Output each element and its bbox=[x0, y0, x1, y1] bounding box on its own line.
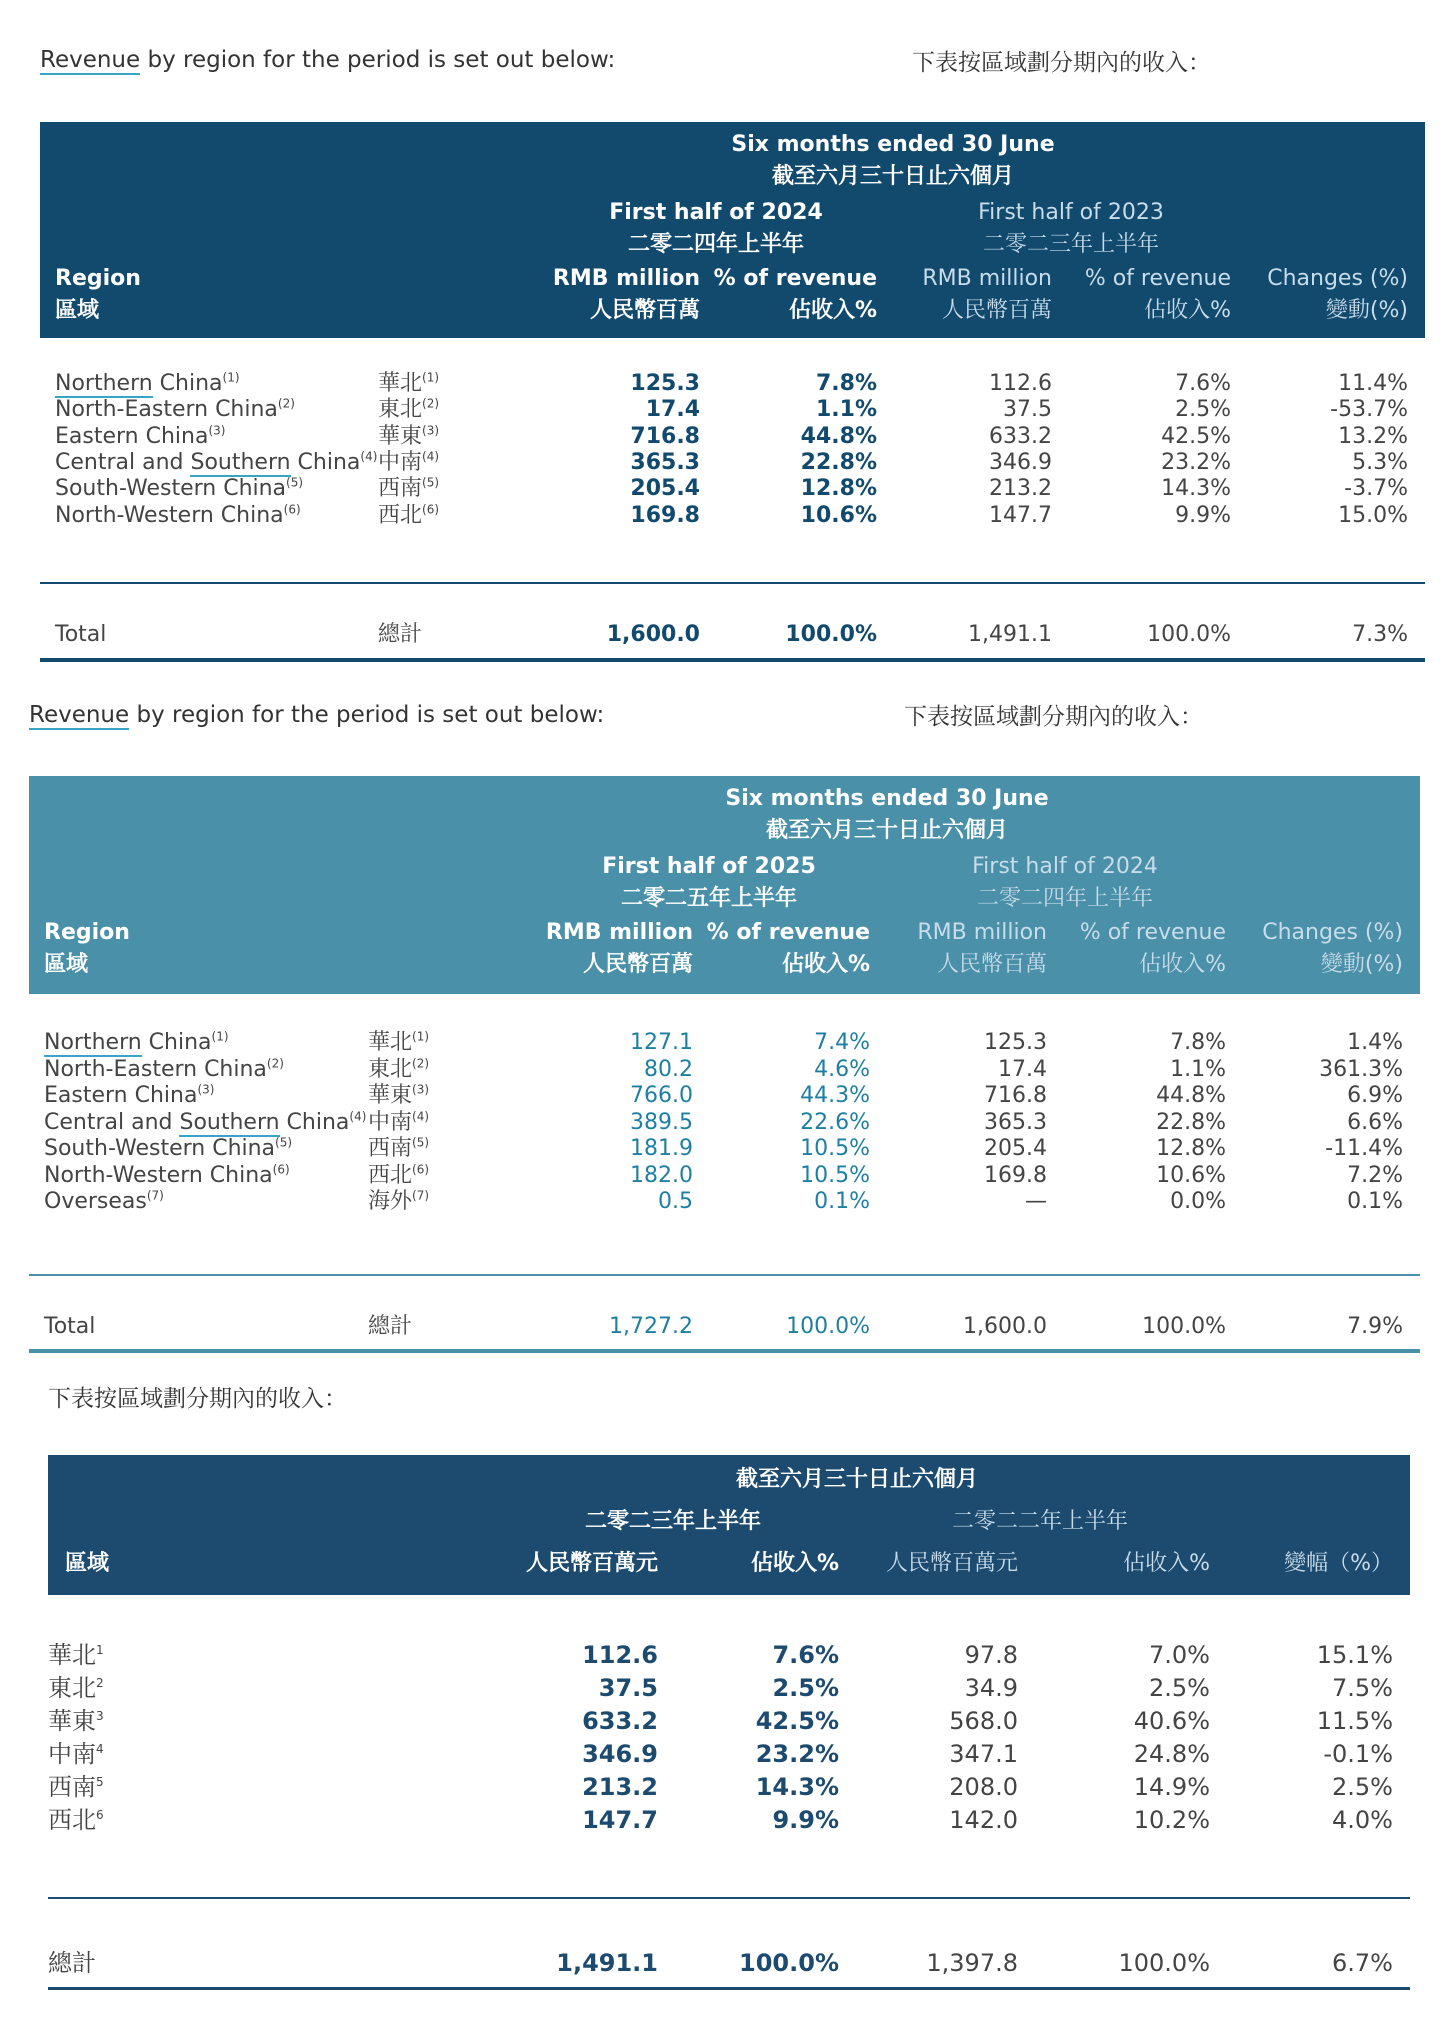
section3-intro-zh: 下表按區域劃分期內的收入： bbox=[48, 1386, 347, 1412]
total-label-en: Total bbox=[44, 1314, 96, 1339]
current-pct: 1.1% bbox=[815, 397, 877, 423]
region-name-text: China bbox=[290, 449, 361, 475]
region-name-text: Overseas bbox=[44, 1189, 147, 1214]
footnote-mark: (2) bbox=[277, 396, 295, 411]
footnote-mark: (7) bbox=[146, 1188, 164, 1203]
previous-rmb: 205.4 bbox=[984, 1136, 1047, 1161]
current-rmb: 182.0 bbox=[630, 1162, 693, 1188]
current-pct: 2.5% bbox=[772, 1674, 839, 1702]
table-row bbox=[29, 1185, 1420, 1219]
current-pct: 22.8% bbox=[800, 449, 877, 475]
footnote-mark: (3) bbox=[197, 1082, 215, 1097]
intro-underlined-word: Revenue bbox=[40, 47, 141, 73]
pct-header-zh: 佔收入% bbox=[750, 1551, 839, 1576]
current-pct: 12.8% bbox=[800, 476, 877, 502]
rmb-header-en: RMB million bbox=[545, 920, 693, 945]
section1-bottom-rule bbox=[40, 658, 1425, 662]
region-name-underlined: Southern bbox=[190, 449, 291, 475]
region-name-prefix: Central and bbox=[44, 1109, 180, 1135]
prev-pct-header-en: % of revenue bbox=[1084, 266, 1231, 291]
current-rmb: 127.1 bbox=[630, 1030, 693, 1055]
section2-table-header bbox=[29, 776, 1420, 994]
previous-pct: 0.0% bbox=[1170, 1189, 1226, 1214]
current-rmb: 633.2 bbox=[582, 1707, 658, 1735]
current-rmb: 716.8 bbox=[630, 423, 700, 449]
total-label-zh: 總計 bbox=[48, 1949, 96, 1977]
current-pct: 10.5% bbox=[800, 1136, 870, 1161]
changes-value: 7.5% bbox=[1332, 1674, 1393, 1702]
previous-rmb: 112.6 bbox=[989, 371, 1052, 396]
current-pct: 42.5% bbox=[755, 1707, 839, 1735]
table-row bbox=[40, 499, 1425, 533]
region-name-zh-text: 華東 bbox=[368, 1083, 413, 1108]
previous-rmb: — bbox=[1025, 1189, 1047, 1214]
footnote-mark: (1) bbox=[222, 370, 240, 385]
current-rmb: 346.9 bbox=[582, 1740, 658, 1768]
prev-rmb-header-en: RMB million bbox=[922, 266, 1052, 291]
previous-pct: 9.9% bbox=[1175, 502, 1231, 528]
region-name-zh-text: 西南 bbox=[368, 1136, 413, 1161]
region-name-zh-text: 華東 bbox=[378, 423, 423, 449]
changes-header-zh: 變幅（%） bbox=[1284, 1551, 1393, 1576]
changes-header-en: Changes (%) bbox=[1267, 266, 1408, 291]
period-zh: 截至六月三十日止六個月 bbox=[771, 164, 1015, 189]
current-rmb: 80.2 bbox=[644, 1056, 693, 1082]
pct-header-en: % of revenue bbox=[713, 266, 877, 291]
rmb-header-zh: 人民幣百萬 bbox=[582, 952, 693, 977]
current-period-zh: 二零二三年上半年 bbox=[584, 1509, 762, 1534]
total-prev: 1,600.0 bbox=[963, 1314, 1047, 1339]
footnote-mark: (3) bbox=[412, 1082, 430, 1097]
total-prev-pct: 100.0% bbox=[1118, 1949, 1210, 1977]
total-cur-pct: 100.0% bbox=[786, 1314, 870, 1339]
prev-rmb-header-zh: 人民幣百萬 bbox=[941, 298, 1052, 323]
previous-rmb: 365.3 bbox=[984, 1109, 1047, 1135]
total-label-zh: 總計 bbox=[368, 1314, 413, 1339]
current-pct: 44.3% bbox=[800, 1083, 870, 1108]
changes-value: -11.4% bbox=[1325, 1136, 1403, 1161]
region-name-text: South-Western China bbox=[44, 1136, 276, 1161]
changes-value: 11.4% bbox=[1338, 371, 1408, 396]
current-period-zh: 二零二四年上半年 bbox=[627, 232, 805, 257]
current-rmb: 205.4 bbox=[630, 476, 700, 502]
changes-value: 6.9% bbox=[1347, 1083, 1403, 1108]
changes-value: 4.0% bbox=[1332, 1806, 1393, 1834]
current-pct: 10.6% bbox=[800, 502, 877, 528]
rmb-header-zh: 人民幣百萬 bbox=[589, 298, 700, 323]
changes-value: 1.4% bbox=[1347, 1030, 1403, 1055]
section3-bottom-rule bbox=[48, 1987, 1410, 1990]
previous-pct: 22.8% bbox=[1156, 1109, 1226, 1135]
section3-total-row bbox=[48, 1943, 1410, 1983]
region-name-zh-text: 中南 bbox=[378, 449, 423, 475]
total-changes: 6.7% bbox=[1332, 1949, 1393, 1977]
current-rmb: 112.6 bbox=[582, 1641, 658, 1669]
region-header-zh: 區域 bbox=[55, 298, 100, 323]
previous-rmb: 17.4 bbox=[998, 1056, 1047, 1082]
current-rmb: 365.3 bbox=[630, 449, 700, 475]
current-pct: 7.4% bbox=[814, 1030, 870, 1055]
current-rmb: 766.0 bbox=[630, 1083, 693, 1108]
section1-table-header bbox=[40, 122, 1425, 338]
current-period-en: First half of 2024 bbox=[609, 200, 823, 225]
total-prev-pct: 100.0% bbox=[1142, 1314, 1226, 1339]
footnote-mark: (4) bbox=[422, 449, 440, 464]
previous-rmb: 34.9 bbox=[964, 1674, 1018, 1702]
region-header-en: Region bbox=[44, 920, 130, 945]
period-en: Six months ended 30 June bbox=[731, 132, 1055, 157]
prev-pct-header-en: % of revenue bbox=[1079, 920, 1226, 945]
previous-rmb: 37.5 bbox=[1003, 397, 1052, 423]
region-name-zh-text: 華東 bbox=[48, 1707, 96, 1735]
previous-rmb: 208.0 bbox=[949, 1773, 1018, 1801]
total-cur-pct: 100.0% bbox=[785, 622, 877, 647]
total-changes: 7.3% bbox=[1352, 622, 1408, 647]
previous-pct: 24.8% bbox=[1133, 1740, 1210, 1768]
current-pct: 9.9% bbox=[772, 1806, 839, 1834]
region-name-text: China bbox=[279, 1109, 350, 1135]
footnote-mark: (4) bbox=[412, 1109, 430, 1124]
region-name-text: North-Western China bbox=[44, 1162, 273, 1188]
footnote-mark: (6) bbox=[283, 502, 301, 517]
section2-total-row bbox=[29, 1310, 1420, 1344]
region-name-text: North-Eastern China bbox=[44, 1056, 267, 1082]
region-name-underlined: Northern bbox=[55, 371, 153, 396]
region-name-zh bbox=[378, 499, 439, 533]
changes-value: 0.1% bbox=[1347, 1189, 1403, 1214]
previous-pct: 40.6% bbox=[1133, 1707, 1210, 1735]
footnote-mark: (3) bbox=[208, 423, 226, 438]
previous-rmb: 633.2 bbox=[989, 423, 1052, 449]
region-name-en bbox=[55, 499, 301, 533]
region-name-zh-text: 西北 bbox=[378, 502, 423, 528]
current-period-zh: 二零二五年上半年 bbox=[620, 886, 798, 911]
region-name-underlined: Southern bbox=[179, 1109, 280, 1135]
footnote-mark: (7) bbox=[412, 1188, 430, 1203]
previous-pct: 7.8% bbox=[1170, 1030, 1226, 1055]
changes-value: 15.0% bbox=[1338, 502, 1408, 528]
section3-table bbox=[48, 1455, 1410, 1995]
total-label-en: Total bbox=[55, 622, 107, 647]
pct-header-zh: 佔收入% bbox=[788, 298, 877, 323]
current-rmb: 213.2 bbox=[582, 1773, 658, 1801]
previous-pct: 14.9% bbox=[1133, 1773, 1210, 1801]
rmb-header-en: RMB million bbox=[552, 266, 700, 291]
region-name-zh-text: 西南 bbox=[378, 476, 423, 502]
section2-table bbox=[29, 776, 1420, 1356]
footnote-mark: (5) bbox=[412, 1135, 430, 1150]
changes-header-zh: 變動(%) bbox=[1320, 952, 1403, 977]
section1-intro-en bbox=[40, 47, 615, 73]
previous-pct: 7.0% bbox=[1149, 1641, 1210, 1669]
previous-rmb: 716.8 bbox=[984, 1083, 1047, 1108]
total-cur: 1,727.2 bbox=[609, 1314, 693, 1339]
previous-rmb: 213.2 bbox=[989, 476, 1052, 502]
section2-bottom-rule bbox=[29, 1349, 1420, 1353]
current-pct: 0.1% bbox=[814, 1189, 870, 1214]
current-period-en: First half of 2025 bbox=[602, 854, 816, 879]
section1-intro-zh: 下表按區域劃分期內的收入： bbox=[912, 50, 1211, 76]
footnote-mark: (4) bbox=[349, 1109, 367, 1124]
period-zh: 截至六月三十日止六個月 bbox=[765, 818, 1009, 843]
region-name-text: Eastern China bbox=[44, 1083, 198, 1108]
previous-period-en: First half of 2023 bbox=[978, 200, 1164, 225]
current-rmb: 181.9 bbox=[630, 1136, 693, 1161]
previous-period-zh: 二零二四年上半年 bbox=[976, 886, 1154, 911]
previous-pct: 44.8% bbox=[1156, 1083, 1226, 1108]
region-name-zh-text: 西北 bbox=[48, 1806, 96, 1834]
intro-text: by region for the period is set out below: bbox=[140, 47, 616, 73]
footnote-mark: 1 bbox=[96, 1643, 104, 1657]
region-name-zh bbox=[48, 1800, 104, 1840]
changes-value: 5.3% bbox=[1352, 449, 1408, 475]
pct-header-en: % of revenue bbox=[706, 920, 870, 945]
changes-value: 13.2% bbox=[1338, 423, 1408, 449]
total-prev: 1,397.8 bbox=[926, 1949, 1018, 1977]
footnote-mark: (2) bbox=[412, 1056, 430, 1071]
footnote-mark: (5) bbox=[275, 1135, 293, 1150]
current-rmb: 169.8 bbox=[630, 502, 700, 528]
footnote-mark: 2 bbox=[96, 1676, 104, 1690]
prev-rmb-header-en: RMB million bbox=[917, 920, 1047, 945]
changes-value: -3.7% bbox=[1344, 476, 1408, 502]
total-changes: 7.9% bbox=[1347, 1314, 1403, 1339]
period-en: Six months ended 30 June bbox=[725, 786, 1049, 811]
section2-intro-zh: 下表按區域劃分期內的收入： bbox=[904, 704, 1203, 730]
total-cur-pct: 100.0% bbox=[739, 1949, 839, 1977]
rmb-header-zh: 人民幣百萬元 bbox=[525, 1551, 658, 1576]
region-name-zh-text: 華北 bbox=[378, 371, 423, 396]
previous-period-zh: 二零二二年上半年 bbox=[951, 1509, 1129, 1534]
footnote-mark: (6) bbox=[412, 1162, 430, 1177]
intro-underlined-word: Revenue bbox=[29, 702, 130, 728]
region-header-zh: 區域 bbox=[65, 1551, 110, 1576]
footnote-mark: 6 bbox=[96, 1808, 104, 1822]
previous-pct: 2.5% bbox=[1175, 397, 1231, 423]
previous-pct: 10.6% bbox=[1156, 1162, 1226, 1188]
footnote-mark: (6) bbox=[272, 1162, 290, 1177]
previous-rmb: 568.0 bbox=[949, 1707, 1018, 1735]
region-name-en bbox=[44, 1185, 164, 1219]
previous-rmb: 142.0 bbox=[949, 1806, 1018, 1834]
region-name-zh-text: 東北 bbox=[368, 1056, 413, 1082]
intro-text: by region for the period is set out below: bbox=[129, 702, 605, 728]
prev-pct-header-zh: 佔收入% bbox=[1144, 298, 1231, 323]
previous-pct: 1.1% bbox=[1170, 1056, 1226, 1082]
region-name-prefix: Central and bbox=[55, 449, 191, 475]
total-cur: 1,600.0 bbox=[606, 622, 700, 647]
previous-rmb: 125.3 bbox=[984, 1030, 1047, 1055]
region-name-zh-text: 西南 bbox=[48, 1773, 96, 1801]
total-prev: 1,491.1 bbox=[968, 622, 1052, 647]
region-name-text: Eastern China bbox=[55, 423, 209, 449]
footnote-mark: (3) bbox=[422, 423, 440, 438]
current-rmb: 37.5 bbox=[598, 1674, 658, 1702]
section1-total-row bbox=[40, 618, 1425, 652]
region-header-zh: 區域 bbox=[44, 952, 89, 977]
prev-rmb-header-zh: 人民幣百萬元 bbox=[885, 1551, 1018, 1576]
changes-header-zh: 變動(%) bbox=[1325, 298, 1408, 323]
previous-rmb: 346.9 bbox=[989, 449, 1052, 475]
period-zh: 截至六月三十日止六個月 bbox=[735, 1467, 979, 1492]
region-name-zh-text: 中南 bbox=[48, 1740, 96, 1768]
section2-subtotal-rule bbox=[29, 1274, 1420, 1276]
region-name-zh-text: 海外 bbox=[368, 1189, 413, 1214]
footnote-mark: (4) bbox=[360, 449, 378, 464]
previous-pct: 12.8% bbox=[1156, 1136, 1226, 1161]
footnote-mark: (2) bbox=[422, 396, 440, 411]
footnote-mark: 5 bbox=[96, 1775, 104, 1789]
current-rmb: 17.4 bbox=[645, 397, 700, 423]
previous-rmb: 147.7 bbox=[989, 502, 1052, 528]
previous-pct: 10.2% bbox=[1133, 1806, 1210, 1834]
current-rmb: 147.7 bbox=[582, 1806, 658, 1834]
changes-value: -0.1% bbox=[1323, 1740, 1393, 1768]
region-header-en: Region bbox=[55, 266, 141, 291]
region-name-text: China bbox=[152, 371, 223, 396]
footnote-mark: (1) bbox=[422, 370, 440, 385]
section3-table-header bbox=[48, 1455, 1410, 1595]
current-pct: 14.3% bbox=[755, 1773, 839, 1801]
current-pct: 7.6% bbox=[772, 1641, 839, 1669]
total-cur: 1,491.1 bbox=[556, 1949, 658, 1977]
region-name-text: South-Western China bbox=[55, 476, 287, 502]
changes-value: 15.1% bbox=[1316, 1641, 1393, 1669]
current-pct: 22.6% bbox=[800, 1109, 870, 1135]
previous-pct: 2.5% bbox=[1149, 1674, 1210, 1702]
changes-value: 11.5% bbox=[1316, 1707, 1393, 1735]
region-name-zh bbox=[368, 1185, 429, 1219]
changes-value: 7.2% bbox=[1347, 1162, 1403, 1188]
current-pct: 4.6% bbox=[814, 1056, 870, 1082]
region-name-zh-text: 華北 bbox=[368, 1030, 413, 1055]
previous-period-en: First half of 2024 bbox=[972, 854, 1158, 879]
footnote-mark: (5) bbox=[422, 475, 440, 490]
footnote-mark: 4 bbox=[96, 1742, 104, 1756]
total-prev-pct: 100.0% bbox=[1147, 622, 1231, 647]
region-name-text: North-Western China bbox=[55, 502, 284, 528]
changes-value: -53.7% bbox=[1330, 397, 1408, 423]
previous-rmb: 169.8 bbox=[984, 1162, 1047, 1188]
footnote-mark: (6) bbox=[422, 502, 440, 517]
section2-intro-en bbox=[29, 702, 604, 728]
region-name-zh-text: 東北 bbox=[378, 397, 423, 423]
changes-value: 2.5% bbox=[1332, 1773, 1393, 1801]
current-rmb: 125.3 bbox=[630, 371, 700, 396]
current-pct: 7.8% bbox=[815, 371, 877, 396]
region-name-zh-text: 華北 bbox=[48, 1641, 96, 1669]
footnote-mark: (1) bbox=[412, 1029, 430, 1044]
region-name-text: North-Eastern China bbox=[55, 397, 278, 423]
footnote-mark: (2) bbox=[266, 1056, 284, 1071]
region-name-zh-text: 中南 bbox=[368, 1109, 413, 1135]
prev-pct-header-zh: 佔收入% bbox=[1123, 1551, 1210, 1576]
section1-subtotal-rule bbox=[40, 582, 1425, 584]
region-name-underlined: Northern bbox=[44, 1030, 142, 1055]
current-pct: 44.8% bbox=[800, 423, 877, 449]
section1-table bbox=[40, 122, 1425, 662]
region-name-zh-text: 西北 bbox=[368, 1162, 413, 1188]
section3-subtotal-rule bbox=[48, 1897, 1410, 1899]
previous-period-zh: 二零二三年上半年 bbox=[982, 232, 1160, 257]
current-rmb: 389.5 bbox=[630, 1109, 693, 1135]
previous-pct: 14.3% bbox=[1161, 476, 1231, 502]
current-pct: 10.5% bbox=[800, 1162, 870, 1188]
prev-rmb-header-zh: 人民幣百萬 bbox=[936, 952, 1047, 977]
region-name-text: China bbox=[141, 1030, 212, 1055]
previous-pct: 42.5% bbox=[1161, 423, 1231, 449]
current-rmb: 0.5 bbox=[658, 1189, 693, 1214]
table-row bbox=[48, 1800, 1410, 1840]
changes-header-en: Changes (%) bbox=[1262, 920, 1403, 945]
changes-value: 361.3% bbox=[1319, 1056, 1403, 1082]
footnote-mark: 3 bbox=[96, 1709, 104, 1723]
current-pct: 23.2% bbox=[755, 1740, 839, 1768]
footnote-mark: (5) bbox=[286, 475, 304, 490]
previous-rmb: 97.8 bbox=[964, 1641, 1018, 1669]
changes-value: 6.6% bbox=[1347, 1109, 1403, 1135]
prev-pct-header-zh: 佔收入% bbox=[1139, 952, 1226, 977]
previous-pct: 7.6% bbox=[1175, 371, 1231, 396]
previous-rmb: 347.1 bbox=[949, 1740, 1018, 1768]
previous-pct: 23.2% bbox=[1161, 449, 1231, 475]
region-name-zh-text: 東北 bbox=[48, 1674, 96, 1702]
pct-header-zh: 佔收入% bbox=[781, 952, 870, 977]
footnote-mark: (1) bbox=[211, 1029, 229, 1044]
total-label-zh: 總計 bbox=[378, 622, 423, 647]
